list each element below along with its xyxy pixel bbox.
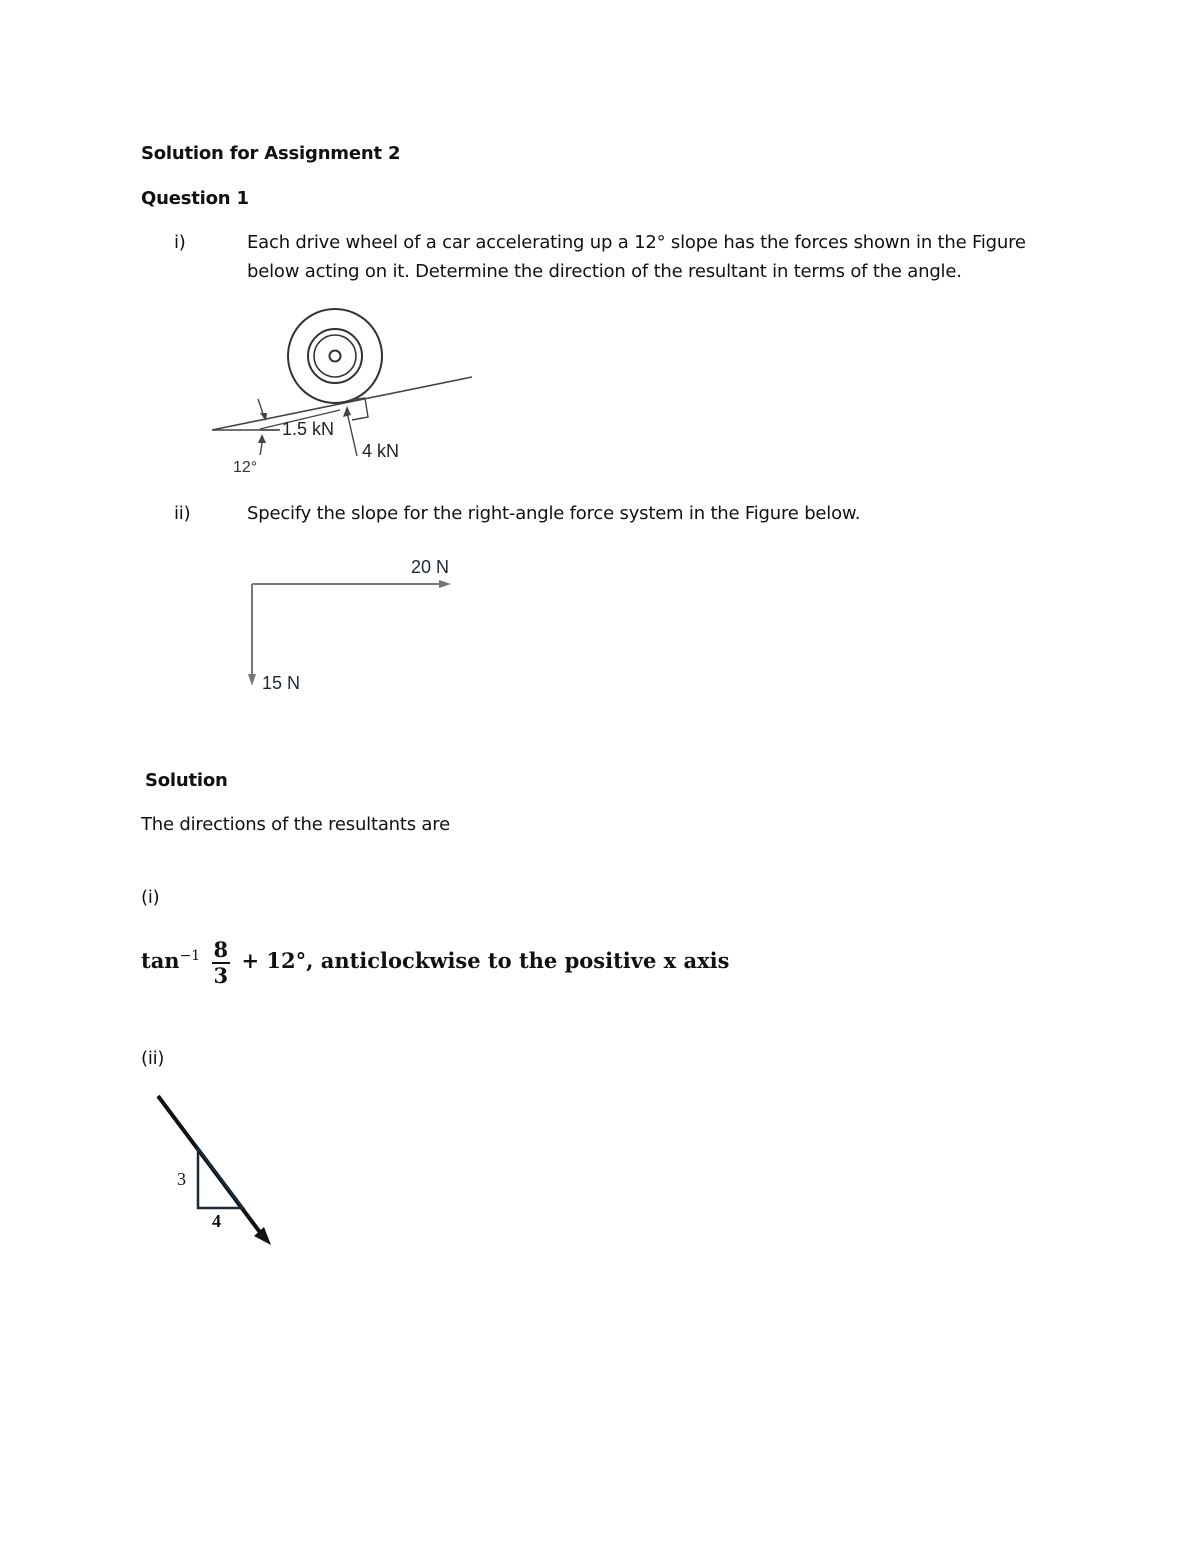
label-rise-3: 3 — [177, 1169, 186, 1189]
label-12-degrees: 12° — [233, 459, 258, 476]
force-arrow-4kn — [347, 412, 357, 456]
solution-heading: Solution — [145, 770, 228, 791]
item-i-text-line2: below acting on it. Determine the direction of the resultant in terms of the angle. — [247, 261, 962, 282]
item-i-label: i) — [174, 232, 186, 253]
question-heading: Question 1 — [141, 188, 249, 209]
part-i-math-expression — [141, 928, 729, 989]
label-run-4: 4 — [212, 1211, 221, 1231]
figure-wheel-on-slope — [200, 300, 490, 485]
part-i-label: (i) — [141, 887, 160, 908]
math-rest: + 12°, anticlockwise to the positive x axis — [241, 948, 730, 973]
math-tan: tan — [141, 948, 180, 973]
label-4kn: 4 kN — [362, 441, 400, 461]
slope-line — [212, 377, 472, 430]
part-ii-label: (ii) — [141, 1048, 165, 1069]
solution-intro: The directions of the resultants are — [141, 814, 450, 835]
math-fraction — [212, 938, 231, 988]
slope-triangle — [198, 1148, 243, 1208]
item-ii-label: ii) — [174, 503, 191, 524]
math-denominator: 3 — [213, 962, 229, 988]
page-title: Solution for Assignment 2 — [141, 143, 401, 164]
label-20n: 20 N — [411, 557, 450, 577]
item-ii-text: Specify the slope for the right-angle force system in the Figure below. — [247, 503, 861, 524]
math-inverse-sup: −1 — [179, 948, 201, 964]
item-i-text-line1: Each drive wheel of a car accelerating up a 12° slope has the forces shown in the Figure — [247, 232, 1026, 253]
figure-right-angle-forces — [240, 550, 470, 700]
figure-slope-triangle — [150, 1090, 280, 1250]
wheel-icon — [288, 309, 382, 403]
math-numerator: 8 — [213, 936, 229, 962]
label-15n: 15 N — [262, 673, 301, 693]
label-1-5kn: 1.5 kN — [282, 419, 335, 439]
